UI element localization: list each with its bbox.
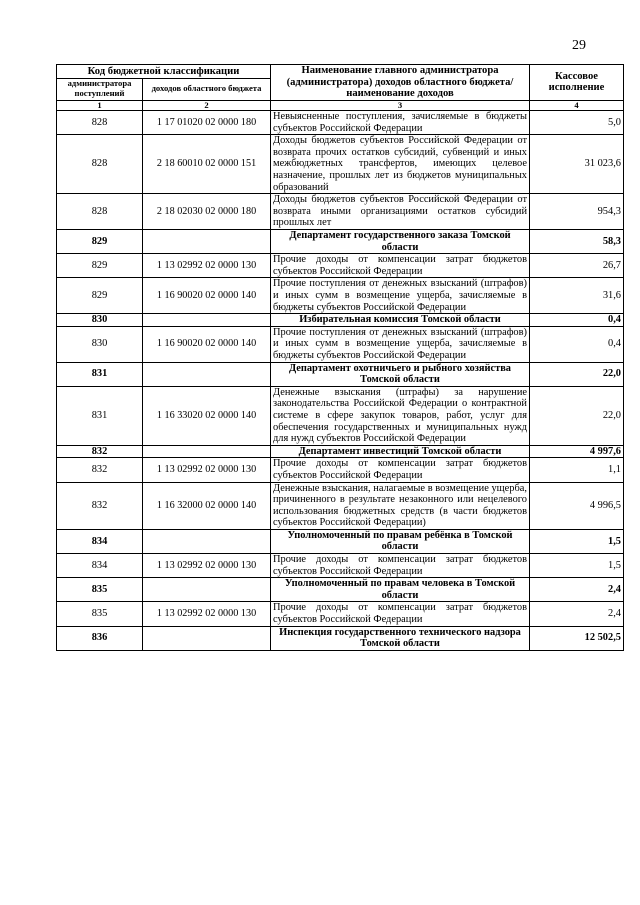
admin-code-cell: 832: [57, 458, 143, 482]
execution-sum-cell: 0,4: [530, 326, 624, 362]
header-col-number: 2: [143, 100, 271, 111]
income-name-cell: Прочие доходы от компенсации затрат бюджетов субъектов Российской Федерации: [271, 554, 530, 578]
header-income-code: доходов областного бюджета: [143, 78, 271, 100]
income-name-cell: Уполномоченный по правам человека в Томской области: [271, 578, 530, 602]
page-number: 29: [572, 38, 586, 53]
administrator-row: [57, 445, 624, 458]
admin-code-cell: 835: [57, 602, 143, 626]
admin-code-cell: 831: [57, 386, 143, 445]
admin-code-cell: 829: [57, 230, 143, 254]
admin-code-cell: 832: [57, 482, 143, 529]
header-col-number: 4: [530, 100, 624, 111]
income-row: [57, 554, 624, 578]
execution-sum-cell: 1,5: [530, 529, 624, 553]
admin-code-cell: 828: [57, 194, 143, 230]
income-name-cell: Прочие поступления от денежных взысканий (штрафов) и иных сумм в возмещение ущерба, зачисляемые в бюджеты субъектов Российской Федерации: [271, 278, 530, 314]
income-name-cell: Департамент охотничьего и рыбного хозяйства Томской области: [271, 362, 530, 386]
budget-table: [56, 64, 624, 651]
income-name-cell: Доходы бюджетов субъектов Российской Федерации от возврата иными организациями остатков субсидий прошлых лет: [271, 194, 530, 230]
income-row: [57, 254, 624, 278]
execution-sum-cell: 22,0: [530, 362, 624, 386]
income-row: [57, 194, 624, 230]
income-row: [57, 111, 624, 135]
execution-sum-cell: 22,0: [530, 386, 624, 445]
admin-code-cell: 831: [57, 362, 143, 386]
admin-code-cell: 829: [57, 254, 143, 278]
admin-code-cell: 828: [57, 111, 143, 135]
income-code-cell: 2 18 02030 02 0000 180: [143, 194, 271, 230]
income-code-cell: 1 16 90020 02 0000 140: [143, 278, 271, 314]
execution-sum-cell: 4 997,6: [530, 445, 624, 458]
income-code-cell: 1 13 02992 02 0000 130: [143, 602, 271, 626]
execution-sum-cell: 31 023,6: [530, 135, 624, 194]
income-code-cell: [143, 626, 271, 650]
income-row: [57, 602, 624, 626]
income-row: [57, 278, 624, 314]
admin-code-cell: 834: [57, 554, 143, 578]
income-name-cell: Уполномоченный по правам ребёнка в Томской области: [271, 529, 530, 553]
admin-code-cell: 834: [57, 529, 143, 553]
income-name-cell: Денежные взыскания (штрафы) за нарушение законодательства Российской Федерации о контрактной системе в сфере закупок товаров, работ, услуг для обеспечения государственных и муниципальных нужд для нужд субъектов Российской Федерации: [271, 386, 530, 445]
admin-code-cell: 830: [57, 326, 143, 362]
income-row: [57, 326, 624, 362]
income-code-cell: 2 18 60010 02 0000 151: [143, 135, 271, 194]
admin-code-cell: 836: [57, 626, 143, 650]
income-name-cell: Денежные взыскания, налагаемые в возмещение ущерба, причиненного в результате незаконного или нецелевого использования бюджетных средств (в части бюджетов субъектов Российской Федерации): [271, 482, 530, 529]
income-code-cell: [143, 230, 271, 254]
income-code-cell: [143, 314, 271, 327]
admin-code-cell: 830: [57, 314, 143, 327]
table-body: [57, 111, 624, 651]
income-name-cell: Прочие доходы от компенсации затрат бюджетов субъектов Российской Федерации: [271, 254, 530, 278]
income-name-cell: Избирательная комиссия Томской области: [271, 314, 530, 327]
execution-sum-cell: 5,0: [530, 111, 624, 135]
income-code-cell: [143, 529, 271, 553]
header-admin-code: администратора поступлений: [57, 78, 143, 100]
income-code-cell: [143, 578, 271, 602]
income-name-cell: Инспекция государственного технического надзора Томской области: [271, 626, 530, 650]
income-name-cell: Департамент инвестиций Томской области: [271, 445, 530, 458]
income-name-cell: Доходы бюджетов субъектов Российской Федерации от возврата прочих остатков субсидий, субвенций и иных межбюджетных трансфертов, имеющих целевое назначение, прошлых лет из бюджетов муниципальных образований: [271, 135, 530, 194]
execution-sum-cell: 2,4: [530, 602, 624, 626]
administrator-row: [57, 362, 624, 386]
execution-sum-cell: 26,7: [530, 254, 624, 278]
income-code-cell: 1 13 02992 02 0000 130: [143, 554, 271, 578]
income-code-cell: [143, 445, 271, 458]
income-row: [57, 482, 624, 529]
income-name-cell: Департамент государственного заказа Томской области: [271, 230, 530, 254]
admin-code-cell: 828: [57, 135, 143, 194]
income-name-cell: Прочие доходы от компенсации затрат бюджетов субъектов Российской Федерации: [271, 458, 530, 482]
income-code-cell: [143, 362, 271, 386]
income-code-cell: 1 13 02992 02 0000 130: [143, 254, 271, 278]
income-name-cell: Невыясненные поступления, зачисляемые в бюджеты субъектов Российской Федерации: [271, 111, 530, 135]
header-col-number: 3: [271, 100, 530, 111]
income-code-cell: 1 13 02992 02 0000 130: [143, 458, 271, 482]
income-name-cell: Прочие поступления от денежных взысканий (штрафов) и иных сумм в возмещение ущерба, зачисляемые в бюджеты субъектов Российской Федерации: [271, 326, 530, 362]
execution-sum-cell: 954,3: [530, 194, 624, 230]
execution-sum-cell: 2,4: [530, 578, 624, 602]
income-name-cell: Прочие доходы от компенсации затрат бюджетов субъектов Российской Федерации: [271, 602, 530, 626]
execution-sum-cell: 12 502,5: [530, 626, 624, 650]
header-code-group: Код бюджетной классификации: [57, 65, 271, 79]
income-code-cell: 1 17 01020 02 0000 180: [143, 111, 271, 135]
table-header: [57, 65, 624, 111]
admin-code-cell: 832: [57, 445, 143, 458]
execution-sum-cell: 0,4: [530, 314, 624, 327]
execution-sum-cell: 58,3: [530, 230, 624, 254]
income-code-cell: 1 16 32000 02 0000 140: [143, 482, 271, 529]
execution-sum-cell: 1,1: [530, 458, 624, 482]
income-row: [57, 135, 624, 194]
income-code-cell: 1 16 33020 02 0000 140: [143, 386, 271, 445]
administrator-row: [57, 314, 624, 327]
income-code-cell: 1 16 90020 02 0000 140: [143, 326, 271, 362]
header-col-number: 1: [57, 100, 143, 111]
execution-sum-cell: 31,6: [530, 278, 624, 314]
execution-sum-cell: 1,5: [530, 554, 624, 578]
header-sum: Кассовое исполнение: [530, 65, 624, 101]
header-name: Наименование главного администратора (администратора) доходов областного бюджета/ наименование доходов: [271, 65, 530, 101]
administrator-row: [57, 230, 624, 254]
income-row: [57, 386, 624, 445]
administrator-row: [57, 578, 624, 602]
income-row: [57, 458, 624, 482]
admin-code-cell: 835: [57, 578, 143, 602]
administrator-row: [57, 529, 624, 553]
admin-code-cell: 829: [57, 278, 143, 314]
administrator-row: [57, 626, 624, 650]
execution-sum-cell: 4 996,5: [530, 482, 624, 529]
